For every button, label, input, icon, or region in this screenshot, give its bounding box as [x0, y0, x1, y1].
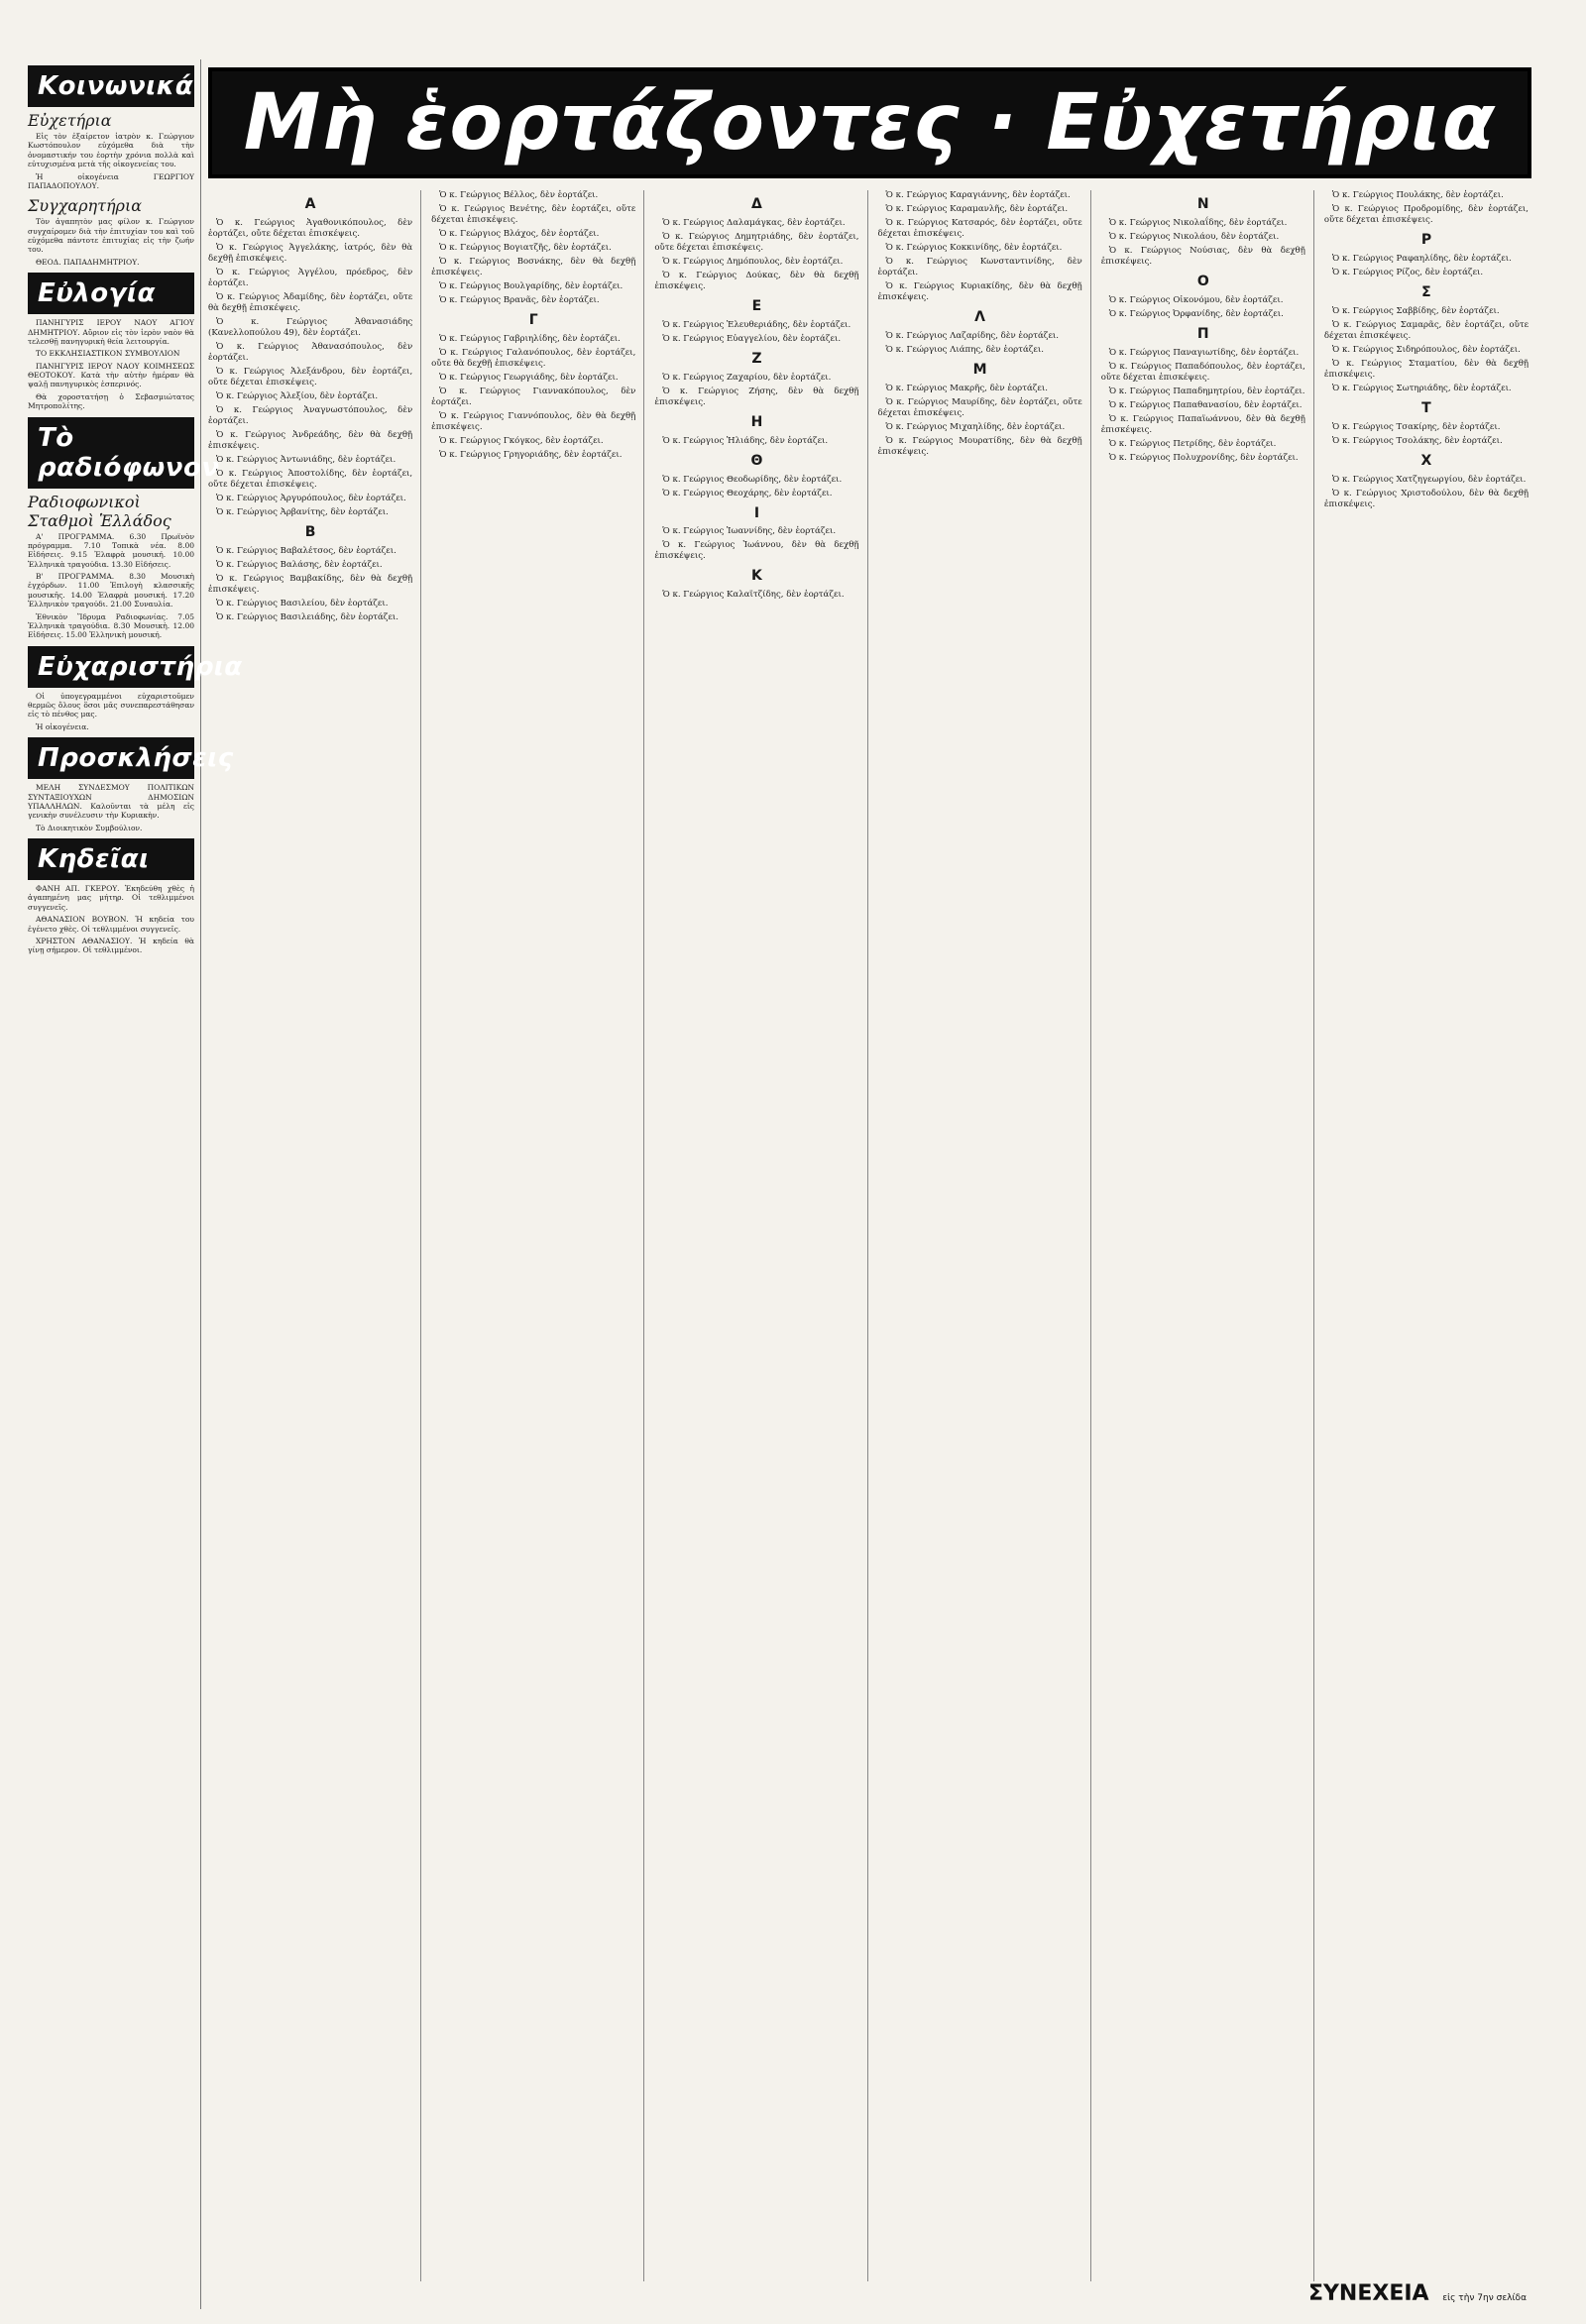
- name-entry: Ὁ κ. Γεώργιος Γαλανόπουλος, δὲν ἑορτάζει, οὔτε θὰ δεχθῇ ἐπισκέψεις.: [431, 347, 636, 369]
- name-entry: Ὁ κ. Γεώργιος Ἀνδρεάδης, δὲν θὰ δεχθῇ ἐπισκέψεις.: [208, 429, 413, 451]
- name-entry: Ὁ κ. Γεώργιος Τσακίρης, δὲν ἑορτάζει.: [1331, 421, 1501, 432]
- section-paragraph: Θὰ χοροστατήσῃ ὁ Σεβασμιώτατος Μητροπολίτης.: [28, 391, 194, 411]
- name-entry: Ὁ κ. Γεώργιος Παπαδόπουλος, δὲν ἑορτάζει, οὔτε δέχεται ἐπισκέψεις.: [1100, 361, 1305, 383]
- name-entry: Ὁ κ. Γεώργιος Γρηγοριάδης, δὲν ἑορτάζει.: [439, 449, 623, 460]
- name-entry: Ὁ κ. Γεώργιος Σιδηρόπουλος, δὲν ἑορτάζει.: [1331, 344, 1521, 355]
- name-entry: Ὁ κ. Γεώργιος Ἀδαμίδης, δὲν ἑορτάζει, οὔτε θὰ δεχθῇ ἐπισκέψεις.: [208, 291, 413, 313]
- continuation-mark: ΣΥΝΕΧΕΙΑ: [1307, 2281, 1429, 2306]
- alphabet-letter-heading: Λ: [974, 309, 986, 325]
- entry-column: [878, 190, 1091, 2281]
- name-entry: Ὁ κ. Γεώργιος Δημόπουλος, δὲν ἑορτάζει.: [662, 256, 844, 267]
- name-entry: Ὁ κ. Γεώργιος Προδρομίδης, δὲν ἑορτάζει, οὔτε δέχεται ἐπισκέψεις.: [1323, 204, 1529, 225]
- section-paragraph: ΠΑΝΗΓΥΡΙΣ ΙΕΡΟΥ ΝΑΟΥ ΚΟΙΜΗΣΕΩΣ ΘΕΟΤΟΚΟΥ. Κατὰ τὴν αὐτὴν ἡμέραν θὰ ψαλῇ πανηγυρικὸς ἑσπερινός.: [28, 361, 194, 389]
- name-entry: Ὁ κ. Γεώργιος Βουλγαρίδης, δὲν ἑορτάζει.: [439, 281, 623, 291]
- name-entry: Ὁ κ. Γεώργιος Ἀγγέλου, πρόεδρος, δὲν ἑορτάζει.: [208, 267, 413, 288]
- section-header: Εὐχαριστήρια: [28, 646, 194, 688]
- name-entry: Ὁ κ. Γεώργιος Γεωργιάδης, δὲν ἑορτάζει.: [439, 372, 619, 383]
- alphabet-letter-heading: Ο: [1196, 273, 1209, 289]
- entry-column: [1101, 190, 1314, 2281]
- section-body: [28, 884, 194, 955]
- section-paragraph: Β' ΠΡΟΓΡΑΜΜΑ. 8.30 Μουσικὴ ἐγχόρδων. 11.00 Ἐπιλογὴ κλασσικῆς μουσικῆς. 14.00 Ἐλαφρὰ μουσική. 17.20 Ἑλληνικὸν τραγούδι. 21.00 Συναυλία.: [28, 572, 194, 609]
- alphabet-letter-heading: Κ: [751, 568, 762, 585]
- section-paragraph: Οἱ ὑπογεγραμμένοι εὐχαριστοῦμεν θερμῶς ὅλους ὅσοι μᾶς συνεπαρεστάθησαν εἰς τὸ πένθος μας.: [28, 691, 194, 719]
- name-entry: Ὁ κ. Γεώργιος Δημητριάδης, δὲν ἑορτάζει, οὔτε δέχεται ἐπισκέψεις.: [654, 231, 859, 253]
- name-entry: Ὁ κ. Γεώργιος Κυριακίδης, δὲν θὰ δεχθῇ ἐπισκέψεις.: [877, 281, 1082, 302]
- name-entry: Ὁ κ. Γεώργιος Κωνσταντινίδης, δὲν ἑορτάζει.: [877, 257, 1082, 277]
- name-entry: Ὁ κ. Γεώργιος Ἀθανασόπουλος, δὲν ἑορτάζει.: [208, 341, 413, 363]
- section-paragraph: ΤΟ ΕΚΚΛΗΣΙΑΣΤΙΚΟΝ ΣΥΜΒΟΥΛΙΟΝ: [36, 349, 180, 359]
- name-entry: Ὁ κ. Γεώργιος Βασιλείου, δὲν ἑορτάζει.: [216, 598, 389, 609]
- entries-columns: [208, 190, 1536, 2281]
- alphabet-letter-heading: Ρ: [1420, 232, 1432, 248]
- name-entry: Ὁ κ. Γεώργιος Ἀργυρόπουλος, δὲν ἑορτάζει.: [216, 493, 406, 503]
- alphabet-letter-heading: Χ: [1420, 452, 1432, 469]
- alphabet-letter-heading: Τ: [1421, 399, 1431, 416]
- alphabet-letter-heading: Γ: [528, 312, 538, 328]
- section-body: [28, 318, 194, 410]
- name-entry: Ὁ κ. Γεώργιος Ἀγαθονικόπουλος, δὲν ἑορτάζει, οὔτε δέχεται ἐπισκέψεις.: [208, 217, 413, 239]
- name-entry: Ὁ κ. Γεώργιος Ρίζος, δὲν ἑορτάζει.: [1331, 267, 1484, 277]
- name-entry: Ὁ κ. Γεώργιος Μαυρίδης, δὲν ἑορτάζει, οὔτε δέχεται ἐπισκέψεις.: [877, 396, 1082, 418]
- name-entry: Ὁ κ. Γεώργιος Ἀλεξίου, δὲν ἑορτάζει.: [216, 390, 379, 401]
- section-paragraph: Τὸ Διοικητικὸν Συμβούλιον.: [36, 823, 143, 832]
- alphabet-letter-heading: Ε: [751, 297, 762, 314]
- name-entry: Ὁ κ. Γεώργιος Καραγιάννης, δὲν ἑορτάζει.: [885, 190, 1071, 200]
- name-entry: Ὁ κ. Γεώργιος Βοσνάκης, δὲν θὰ δεχθῇ ἐπισκέψεις.: [431, 257, 636, 277]
- name-entry: Ὁ κ. Γεώργιος Σαμαρᾶς, δὲν ἑορτάζει, οὔτε δέχεται ἐπισκέψεις.: [1323, 319, 1529, 341]
- name-entry: Ὁ κ. Γεώργιος Νικολάου, δὲν ἑορτάζει.: [1108, 231, 1280, 242]
- alphabet-letter-heading: Ν: [1196, 196, 1209, 212]
- name-entry: Ὁ κ. Γεώργιος Κοκκινίδης, δὲν ἑορτάζει.: [885, 243, 1063, 253]
- name-entry: Ὁ κ. Γεώργιος Γιαννακόπουλος, δὲν ἑορτάζει.: [431, 386, 636, 407]
- name-entry: Ὁ κ. Γεώργιος Βλάχος, δὲν ἑορτάζει.: [439, 229, 600, 239]
- name-entry: Ὁ κ. Γεώργιος Καραμανλῆς, δὲν ἑορτάζει.: [885, 204, 1069, 214]
- name-entry: Ὁ κ. Γεώργιος Μιχαηλίδης, δὲν ἑορτάζει.: [885, 421, 1066, 432]
- name-entry: Ὁ κ. Γεώργιος Ἀντωνιάδης, δὲν ἑορτάζει.: [216, 454, 396, 465]
- continuation-note: [1308, 2281, 1527, 2306]
- name-entry: Ὁ κ. Γεώργιος Βαλάσης, δὲν ἑορτάζει.: [216, 559, 383, 570]
- name-entry: Ὁ κ. Γεώργιος Δαλαμάγκας, δὲν ἑορτάζει.: [662, 217, 846, 228]
- alphabet-letter-heading: Π: [1196, 325, 1209, 342]
- name-entry: Ὁ κ. Γεώργιος Ἀρβανίτης, δὲν ἑορτάζει.: [216, 506, 389, 517]
- name-entry: Ὁ κ. Γεώργιος Μακρῆς, δὲν ἑορτάζει.: [885, 383, 1048, 393]
- name-entry: Ὁ κ. Γεώργιος Γιαννόπουλος, δὲν θὰ δεχθῇ ἐπισκέψεις.: [431, 410, 636, 432]
- name-entry: Ὁ κ. Γεώργιος Ραφαηλίδης, δὲν ἑορτάζει.: [1331, 253, 1512, 264]
- name-entry: Ὁ κ. Γεώργιος Ζήσης, δὲν θὰ δεχθῇ ἐπισκέψεις.: [654, 386, 859, 407]
- name-entry: Ὁ κ. Γεώργιος Βενέτης, δὲν ἑορτάζει, οὔτε δέχεται ἐπισκέψεις.: [431, 204, 636, 225]
- section-paragraph: Τὸν ἀγαπητὸν μας φίλον κ. Γεώργιον συγχαίρομεν διὰ τὴν ἐπιτυχίαν του καὶ τοῦ εὐχόμεθα πάντοτε ἐπιτυχίας εἰς τὴν ζωήν του.: [28, 217, 194, 255]
- name-entry: Ὁ κ. Γεώργιος Ἰωάννου, δὲν θὰ δεχθῇ ἐπισκέψεις.: [654, 540, 859, 562]
- alphabet-letter-heading: Ι: [753, 504, 760, 521]
- name-entry: Ὁ κ. Γεώργιος Εὐαγγελίου, δὲν ἑορτάζει.: [662, 333, 842, 344]
- section-header: Τὸ ραδιόφωνον: [28, 417, 194, 489]
- entry-column: [654, 190, 867, 2281]
- name-entry: Ὁ κ. Γεώργιος Ἀναγνωστόπουλος, δὲν ἑορτάζει.: [208, 404, 413, 426]
- name-entry: Ὁ κ. Γεώργιος Κατσαρός, δὲν ἑορτάζει, οὔτε δέχεται ἐπισκέψεις.: [877, 218, 1082, 239]
- alphabet-letter-heading: Α: [304, 196, 316, 212]
- section-subhead: Συγχαρητήρια: [28, 196, 143, 216]
- name-entry: Ὁ κ. Γεώργιος Σωτηριάδης, δὲν ἑορτάζει.: [1331, 383, 1512, 393]
- name-entry: Ὁ κ. Γεώργιος Πολυχρονίδης, δὲν ἑορτάζει.: [1108, 452, 1299, 463]
- name-entry: Ὁ κ. Γεώργιος Ἀλεξάνδρου, δὲν ἑορτάζει, οὔτε δέχεται ἐπισκέψεις.: [208, 366, 413, 387]
- name-entry: Ὁ κ. Γεώργιος Θεοδωρίδης, δὲν ἑορτάζει.: [662, 474, 843, 485]
- section-body: [28, 532, 194, 640]
- entry-column: [208, 190, 421, 2281]
- alphabet-letter-heading: Σ: [1421, 283, 1431, 300]
- name-entry: Ὁ κ. Γεώργιος Ζαχαρίου, δὲν ἑορτάζει.: [662, 372, 832, 383]
- name-entry: Ὁ κ. Γεώργιος Νούσιας, δὲν θὰ δεχθῇ ἐπισκέψεις.: [1100, 245, 1305, 267]
- name-entry: Ὁ κ. Γεώργιος Πουλάκης, δὲν ἑορτάζει.: [1331, 190, 1504, 200]
- section-paragraph: ΘΕΟΔ. ΠΑΠΑΔΗΜΗΤΡΙΟΥ.: [36, 257, 140, 267]
- name-entry: Ὁ κ. Γεώργιος Παναγιωτίδης, δὲν ἑορτάζει.: [1108, 347, 1300, 358]
- name-entry: Ὁ κ. Γεώργιος Ἰωαννίδης, δὲν ἑορτάζει.: [662, 526, 837, 537]
- name-entry: Ὁ κ. Γεώργιος Παπαθανασίου, δὲν ἑορτάζει.: [1108, 399, 1303, 410]
- section-paragraph: Ἡ οἰκογένεια ΓΕΩΡΓΙΟΥ ΠΑΠΑΔΟΠΟΥΛΟΥ.: [28, 171, 194, 190]
- name-entry: Ὁ κ. Γεώργιος Γκόγκος, δὲν ἑορτάζει.: [439, 435, 604, 446]
- alphabet-letter-heading: Δ: [751, 196, 762, 212]
- continuation-page: εἰς τὴν 7ην σελίδα: [1442, 2293, 1527, 2303]
- section-paragraph: ΦΑΝΗ ΑΠ. ΓΚΕΡΟΥ. Ἐκηδεύθη χθὲς ἡ ἀγαπημένη μας μήτηρ. Οἱ τεθλιμμένοι συγγενεῖς.: [28, 884, 194, 912]
- name-entry: Ὁ κ. Γεώργιος Παπαϊωάννου, δὲν θὰ δεχθῇ ἐπισκέψεις.: [1100, 413, 1305, 435]
- entry-column: [431, 190, 644, 2281]
- name-entry: Ὁ κ. Γεώργιος Βογιατζῆς, δὲν ἑορτάζει.: [439, 243, 612, 253]
- name-entry: Ὁ κ. Γεώργιος Βέλλος, δὲν ἑορτάζει.: [439, 190, 599, 200]
- section-paragraph: Εἰς τὸν ἐξαίρετον ἰατρὸν κ. Γεώργιον Κωστόπουλον εὐχόμεθα διὰ τὴν ὀνομαστικήν του ἑορτὴν χρόνια πολλὰ καὶ εὐτυχισμένα μετὰ τῆς οἰκογενείας του.: [28, 132, 194, 169]
- name-entry: Ὁ κ. Γεώργιος Ἀθανασιάδης (Κανελλοπούλου 49), δὲν ἑορτάζει.: [208, 316, 413, 338]
- section-body: [28, 783, 194, 832]
- section-body: [28, 217, 194, 267]
- section-paragraph: Α' ΠΡΟΓΡΑΜΜΑ. 6.30 Πρωϊνὸν πρόγραμμα. 7.10 Τοπικὰ νέα. 8.00 Εἰδήσεις. 9.15 Ἐλαφρὰ μουσική. 10.00 Ἑλληνικὰ τραγούδια. 13.30 Εἰδήσεις.: [28, 531, 194, 569]
- name-entry: Ὁ κ. Γεώργιος Νικολαΐδης, δὲν ἑορτάζει.: [1108, 217, 1288, 228]
- name-entry: Ὁ κ. Γεώργιος Δούκας, δὲν θὰ δεχθῇ ἐπισκέψεις.: [654, 270, 859, 291]
- social-column: [28, 59, 243, 2309]
- alphabet-letter-heading: Β: [304, 523, 316, 540]
- name-entry: Ὁ κ. Γεώργιος Χατζηγεωργίου, δὲν ἑορτάζει.: [1331, 474, 1527, 485]
- alphabet-letter-heading: Ζ: [751, 350, 762, 367]
- name-entry: Ὁ κ. Γεώργιος Βαβαλέτσος, δὲν ἑορτάζει.: [216, 545, 396, 556]
- column-divider: [200, 59, 201, 2309]
- section-body: [28, 132, 194, 190]
- section-paragraph: Ἡ οἰκογένεια.: [36, 721, 89, 731]
- section-header: Εὐλογία: [28, 273, 194, 314]
- name-entry: Ὁ κ. Γεώργιος Οἰκονόμου, δὲν ἑορτάζει.: [1108, 294, 1284, 305]
- section-paragraph: Ἐθνικὸν Ἵδρυμα Ραδιοφωνίας. 7.05 Ἑλληνικὰ τραγούδια. 8.30 Μουσικὴ. 12.00 Εἰδήσεις. 15.00 Ἑλληνικὴ μουσική.: [28, 611, 194, 640]
- name-entry: Ὁ κ. Γεώργιος Πετρίδης, δὲν ἑορτάζει.: [1108, 438, 1277, 449]
- name-entry: Ὁ κ. Γεώργιος Γαβριηλίδης, δὲν ἑορτάζει.: [439, 333, 621, 344]
- name-entry: Ὁ κ. Γεώργιος Λαζαρίδης, δὲν ἑορτάζει.: [885, 330, 1060, 341]
- name-entry: Ὁ κ. Γεώργιος Ἀποστολίδης, δὲν ἑορτάζει, οὔτε δέχεται ἐπισκέψεις.: [208, 468, 413, 490]
- name-entry: Ὁ κ. Γεώργιος Βαμβακίδης, δὲν θὰ δεχθῇ ἐπισκέψεις.: [208, 573, 413, 595]
- name-entry: Ὁ κ. Γεώργιος Βασιλειάδης, δὲν ἑορτάζει.: [216, 611, 399, 622]
- name-entry: Ὁ κ. Γεώργιος Ὀρφανίδης, δὲν ἑορτάζει.: [1108, 308, 1284, 319]
- name-entry: Ὁ κ. Γεώργιος Καλαϊτζίδης, δὲν ἑορτάζει.: [662, 590, 845, 601]
- name-entry: Ὁ κ. Γεώργιος Σταματίου, δὲν θὰ δεχθῇ ἐπισκέψεις.: [1323, 358, 1529, 380]
- name-entry: Ὁ κ. Γεώργιος Σαββίδης, δὲν ἑορτάζει.: [1331, 305, 1500, 316]
- section-subhead: Εὐχετήρια: [28, 111, 112, 130]
- section-subhead: Ραδιοφωνικοὶ Σταθμοὶ Ἑλλάδος: [28, 492, 171, 530]
- name-entry: Ὁ κ. Γεώργιος Χριστοδούλου, δὲν θὰ δεχθῇ ἐπισκέψεις.: [1323, 488, 1529, 509]
- section-header: Κοινωνικά: [28, 65, 194, 107]
- name-entry: Ὁ κ. Γεώργιος Παπαδημητρίου, δὲν ἑορτάζει.: [1108, 386, 1305, 396]
- name-entry: Ὁ κ. Γεώργιος Θεοχάρης, δὲν ἑορτάζει.: [662, 488, 833, 498]
- alphabet-letter-heading: Θ: [750, 452, 763, 469]
- name-entry: Ὁ κ. Γεώργιος Μουρατίδης, δὲν θὰ δεχθῇ ἐπισκέψεις.: [877, 435, 1082, 457]
- section-header: Κηδεῖαι: [28, 838, 194, 880]
- alphabet-letter-heading: Μ: [972, 361, 987, 378]
- name-entry: Ὁ κ. Γεώργιος Τσολάκης, δὲν ἑορτάζει.: [1331, 435, 1503, 446]
- section-header: Προσκλήσεις: [28, 737, 194, 779]
- alphabet-letter-heading: Η: [750, 413, 763, 430]
- name-entry: Ὁ κ. Γεώργιος Βρανᾶς, δὲν ἑορτάζει.: [439, 295, 600, 305]
- name-entry: Ὁ κ. Γεώργιος Ἐλευθεριάδης, δὲν ἑορτάζει.: [662, 319, 851, 330]
- section-paragraph: ΑΘΑΝΑΣΙΟΝ ΒΟΥΒΟΝ. Ἡ κηδεία του ἐγένετο χθὲς. Οἱ τεθλιμμένοι συγγενεῖς.: [28, 915, 194, 934]
- entry-column: [1324, 190, 1536, 2281]
- section-paragraph: ΧΡΗΣΤΟΝ ΑΘΑΝΑΣΙΟΥ. Ἡ κηδεία θὰ γίνῃ σήμερον. Οἱ τεθλιμμένοι.: [28, 936, 194, 955]
- section-paragraph: ΠΑΝΗΓΥΡΙΣ ΙΕΡΟΥ ΝΑΟΥ ΑΓΙΟΥ ΔΗΜΗΤΡΙΟΥ. Αὔριον εἰς τὸν ἱερὸν ναὸν θὰ τελεσθῇ πανηγυρικὴ θεία λειτουργία.: [28, 318, 194, 346]
- name-entry: Ὁ κ. Γεώργιος Ἠλιάδης, δὲν ἑορτάζει.: [662, 435, 829, 446]
- section-body: [28, 692, 194, 732]
- name-entry: Ὁ κ. Γεώργιος Ἀγγελάκης, ἰατρός, δὲν θὰ δεχθῇ ἐπισκέψεις.: [208, 242, 413, 264]
- name-entry: Ὁ κ. Γεώργιος Λιάπης, δὲν ἑορτάζει.: [885, 344, 1044, 355]
- section-paragraph: ΜΕΛΗ ΣΥΝΔΕΣΜΟΥ ΠΟΛΙΤΙΚΩΝ ΣΥΝΤΑΞΙΟΥΧΩΝ ΔΗΜΟΣΙΩΝ ΥΠΑΛΛΗΛΩΝ. Καλοῦνται τὰ μέλη εἰς γενικὴν συνέλευσιν τὴν Κυριακὴν.: [28, 783, 194, 821]
- page-headline: Μὴ ἑορτάζοντες · Εὐχετήρια: [208, 67, 1531, 178]
